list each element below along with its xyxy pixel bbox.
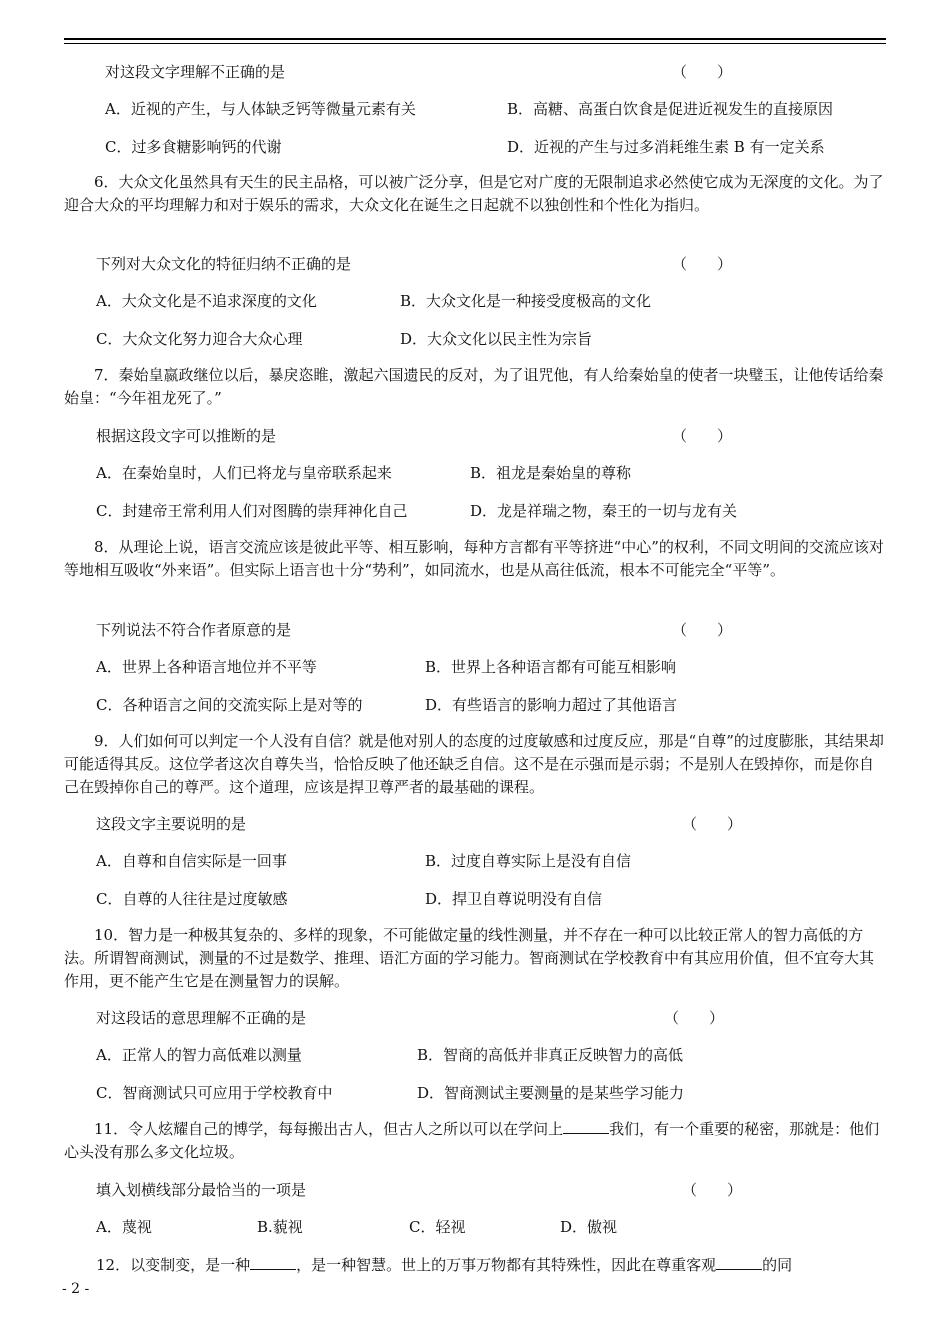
q11-passage-post: 我们，有一个重要的秘密，那就是：他们心头没有那么多文化垃圾。 (64, 1120, 880, 1161)
q5-prompt: 对这段文字理解不正确的是 (105, 63, 286, 81)
q12-part-3: 的同 (762, 1256, 793, 1274)
q7-option-c: C．封建帝王常利用人们对图腾的崇拜神化自己 (96, 502, 408, 520)
q5-answer-paren: （ ） (672, 63, 733, 81)
page-number: - 2 - (62, 1281, 90, 1297)
q9-option-d: D．捍卫自尊说明没有自信 (425, 890, 603, 908)
q8-option-d: D．有些语言的影响力超过了其他语言 (425, 696, 678, 714)
q7-option-b: B．祖龙是秦始皇的尊称 (470, 464, 632, 482)
q9-passage: 9．人们如何可以判定一个人没有自信？就是他对别人的态度的过度敏感和过度反应，那是“自尊”的过度膨胀，其结果却可能适得其反。这位学者这次自尊失当，恰恰反映了他还缺乏自信。这不是在示强而是示弱；不是别人在毁掉你，而是你自己在毁掉你自己的尊严。这个道理，应该是捍卫尊严者的最基础的课程。 (64, 732, 884, 796)
q8-option-a: A．世界上各种语言地位并不平等 (96, 658, 317, 676)
q8-option-c: C．各种语言之间的交流实际上是对等的 (96, 696, 363, 714)
q6-prompt: 下列对大众文化的特征归纳不正确的是 (96, 255, 352, 273)
q11-passage-pre: 11．令人炫耀自己的博学，每每搬出古人，但古人之所以可以在学问上 (94, 1120, 564, 1138)
q7-option-a: A．在秦始皇时，人们已将龙与皇帝联系起来 (96, 464, 392, 482)
q6-option-b: B．大众文化是一种接受度极高的文化 (400, 292, 652, 310)
q8-passage: 8．从理论上说，语言交流应该是彼此平等、相互影响，每种方言都有平等挤进“中心”的权利，不同文明间的交流应该对等地相互吸收“外来语”。但实际上语言也十分“势利”，如同流水，也是从高往低流，根本不可能完全“平等”。 (64, 538, 884, 579)
q10-option-d: D．智商测试主要测量的是某些学习能力 (417, 1084, 685, 1102)
q9-option-a: A．自尊和自信实际是一回事 (96, 852, 287, 870)
q11-fill-blank (563, 1119, 609, 1134)
q12-fill-blank-1 (250, 1255, 296, 1270)
q12-part-1: 12．以变制变，是一种 (96, 1256, 251, 1274)
q6-option-a: A．大众文化是不追求深度的文化 (96, 292, 317, 310)
q10-answer-paren: （ ） (664, 1009, 725, 1027)
q8-option-b: B．世界上各种语言都有可能互相影响 (425, 658, 677, 676)
q9-option-c: C．自尊的人往往是过度敏感 (96, 890, 288, 908)
q9-answer-paren: （ ） (682, 815, 743, 833)
q6-passage: 6．大众文化虽然具有天生的民主品格，可以被广泛分享，但是它对广度的无限制追求必然使它成为无深度的文化。为了迎合大众的平均理解力和对于娱乐的需求，大众文化在诞生之日起就不以独创性和个性化为指归。 (64, 173, 884, 214)
q7-answer-paren: （ ） (672, 427, 733, 445)
q7-option-d: D．龙是祥瑞之物，秦王的一切与龙有关 (470, 502, 738, 520)
q9-prompt: 这段文字主要说明的是 (96, 815, 247, 833)
q11-option-b: B.藐视 (257, 1218, 303, 1236)
q11-answer-paren: （ ） (682, 1181, 743, 1199)
q8-prompt: 下列说法不符合作者原意的是 (96, 621, 292, 639)
q6-option-d: D．大众文化以民主性为宗旨 (400, 330, 593, 348)
header-rule-thin (64, 43, 886, 44)
q11-prompt: 填入划横线部分最恰当的一项是 (96, 1181, 307, 1199)
q11-option-c: C．轻视 (409, 1218, 466, 1236)
q12-passage (96, 1255, 792, 1275)
q5-option-d: D．近视的产生与过多消耗维生素 B 有一定关系 (507, 138, 825, 156)
q10-option-b: B．智商的高低并非真正反映智力的高低 (417, 1046, 684, 1064)
q6-option-c: C．大众文化努力迎合大众心理 (96, 330, 303, 348)
q7-passage: 7．秦始皇嬴政继位以后，暴戾恣睢，激起六国遗民的反对，为了诅咒他，有人给秦始皇的使者一块璧玉，让他传话给秦始皇：“今年祖龙死了。” (64, 366, 884, 407)
q6-answer-paren: （ ） (672, 255, 733, 273)
header-rule-thick (64, 38, 886, 40)
q5-option-a: A．近视的产生，与人体缺乏钙等微量元素有关 (105, 100, 416, 118)
q5-option-b: B．高糖、高蛋白饮食是促进近视发生的直接原因 (507, 100, 834, 118)
q7-prompt: 根据这段文字可以推断的是 (96, 427, 277, 445)
q11-option-d: D．傲视 (560, 1218, 618, 1236)
q10-option-a: A．正常人的智力高低难以测量 (96, 1046, 302, 1064)
q10-prompt: 对这段话的意思理解不正确的是 (96, 1009, 307, 1027)
q10-option-c: C．智商测试只可应用于学校教育中 (96, 1084, 333, 1102)
q10-passage: 10．智力是一种极其复杂的、多样的现象，不可能做定量的线性测量，并不存在一种可以比较正常人的智力高低的方法。所谓智商测试，测量的不过是数学、推理、语汇方面的学习能力。智商测试在学校教育中有其应用价值，但不宜夸大其作用，更不能产生它是在测量智力的误解。 (64, 926, 875, 990)
q12-fill-blank-2 (716, 1255, 762, 1270)
q11-passage (64, 1118, 886, 1164)
q5-option-c: C．过多食糖影响钙的代谢 (105, 138, 282, 156)
q9-option-b: B．过度自尊实际上是没有自信 (425, 852, 632, 870)
q11-option-a: A．蔑视 (96, 1218, 152, 1236)
q8-answer-paren: （ ） (672, 621, 733, 639)
q12-part-2: ，是一种智慧。世上的万事万物都有其特殊性，因此在尊重客观 (296, 1256, 717, 1274)
